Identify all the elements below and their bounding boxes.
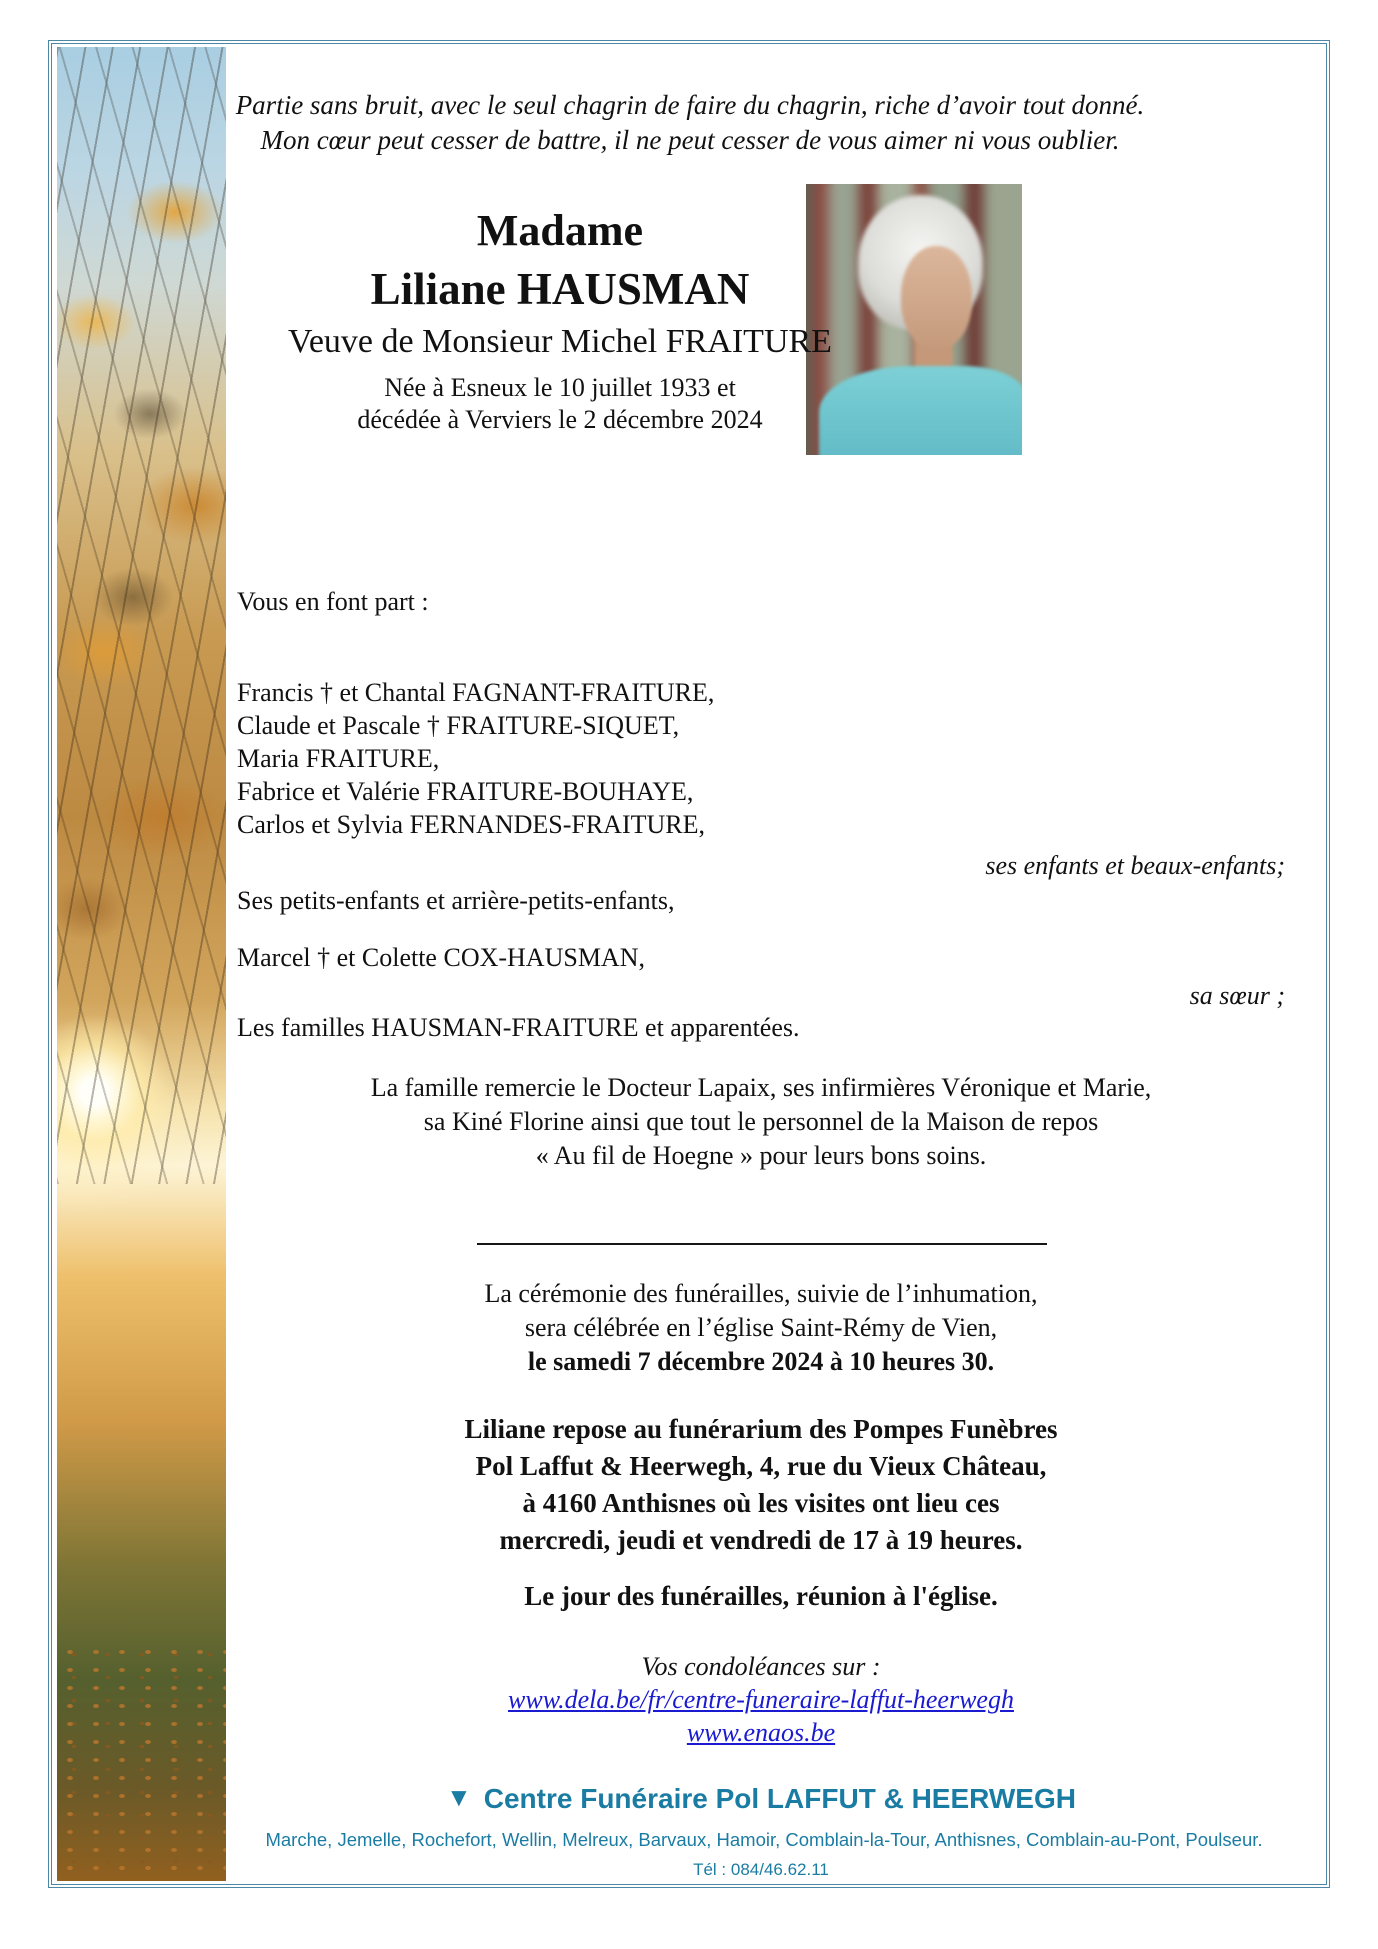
thanks-line-2: sa Kiné Florine ainsi que tout le personnel de la Maison de repos xyxy=(423,1107,1099,1136)
thanks-line-3: « Au fil de Hoegne » pour leurs bons soins. xyxy=(535,1141,987,1170)
death-line: décédée à Verviers le 2 décembre 2024 xyxy=(357,405,763,434)
funeral-home-cities: Marche, Jemelle, Rochefort, Wellin, Melreux, Barvaux, Hamoir, Comblain-la-Tour, Anthisnes, Comblain-au-Pont, Poulseur. xyxy=(265,1829,1263,1850)
ceremony-date-line: le samedi 7 décembre 2024 à 10 heures 30. xyxy=(527,1347,995,1376)
epigraph-line-2: Mon cœur peut cesser de battre, il ne peut cesser de vous aimer ni vous oublier. xyxy=(260,125,1120,155)
triangle-down-icon: ▼ xyxy=(446,1782,472,1812)
condolences-link-enaos[interactable]: www.enaos.be xyxy=(686,1718,836,1747)
funeral-home-name: Centre Funéraire Pol LAFFUT & HEERWEGH xyxy=(483,1783,1076,1814)
ceremony-paragraph xyxy=(237,1277,1285,1379)
repose-paragraph xyxy=(237,1411,1285,1559)
children-relation-note: ses enfants et beaux-enfants; xyxy=(985,851,1285,880)
family-line: Carlos et Sylvia FERNANDES-FRAITURE, xyxy=(237,810,705,839)
deceased-widow-line: Veuve de Monsieur Michel FRAITURE xyxy=(288,323,832,360)
family-line: Maria FRAITURE, xyxy=(237,744,440,773)
family-line: Fabrice et Valérie FRAITURE-BOUHAYE, xyxy=(237,777,694,806)
separator-line xyxy=(477,1243,1047,1245)
family-list xyxy=(237,676,714,841)
portrait-face xyxy=(901,246,972,349)
repose-line-1: Liliane repose au funérarium des Pompes Funèbres xyxy=(464,1414,1058,1444)
thanks-paragraph xyxy=(237,1071,1285,1173)
deceased-title-block xyxy=(230,203,890,365)
thanks-line-1: La famille remercie le Docteur Lapaix, ses infirmières Véronique et Marie, xyxy=(370,1073,1152,1102)
sister-line: Marcel † et Colette COX-HAUSMAN, xyxy=(237,943,645,972)
repose-line-3: à 4160 Anthisnes où les visites ont lieu ces xyxy=(522,1488,1000,1518)
family-line: Claude et Pascale † FRAITURE-SIQUET, xyxy=(237,711,680,740)
epigraph-line-1: Partie sans bruit, avec le seul chagrin de faire du chagrin, riche d’avoir tout donné. xyxy=(235,90,1145,120)
funeral-home-brand xyxy=(237,1783,1285,1815)
condolences-label: Vos condoléances sur : xyxy=(641,1652,881,1681)
repose-line-2: Pol Laffut & Heerwegh, 4, rue du Vieux Château, xyxy=(475,1451,1047,1481)
epigraph xyxy=(60,88,1320,158)
repose-line-4: mercredi, jeudi et vendredi de 17 à 19 heures. xyxy=(499,1525,1023,1555)
autumn-trees-photo-strip xyxy=(57,47,226,1881)
birth-line: Née à Esneux le 10 juillet 1933 et xyxy=(384,373,736,402)
condolences-link-dela[interactable]: www.dela.be/fr/centre-funeraire-laffut-heerwegh xyxy=(508,1685,1014,1714)
ceremony-line-2: sera célébrée en l’église Saint-Rémy de Vien, xyxy=(524,1313,998,1342)
family-line: Francis † et Chantal FAGNANT-FRAITURE, xyxy=(237,678,715,707)
deceased-name: Liliane HAUSMAN xyxy=(370,264,750,314)
grandchildren-line: Ses petits-enfants et arrière-petits-enfants, xyxy=(237,886,675,915)
birth-death-dates xyxy=(230,372,890,436)
reunion-line: Le jour des funérailles, réunion à l'église. xyxy=(524,1581,998,1611)
deceased-civility: Madame xyxy=(476,206,644,255)
condolences-block xyxy=(237,1650,1285,1749)
funeral-home-phone: Tél : 084/46.62.11 xyxy=(693,1860,829,1879)
ceremony-line-1: La cérémonie des funérailles, suivie de l’inhumation, xyxy=(484,1279,1038,1308)
families-line: Les familles HAUSMAN-FRAITURE et apparentées. xyxy=(237,1013,800,1042)
sister-relation-note: sa sœur ; xyxy=(1189,981,1285,1010)
announcement-intro: Vous en font part : xyxy=(237,587,429,616)
